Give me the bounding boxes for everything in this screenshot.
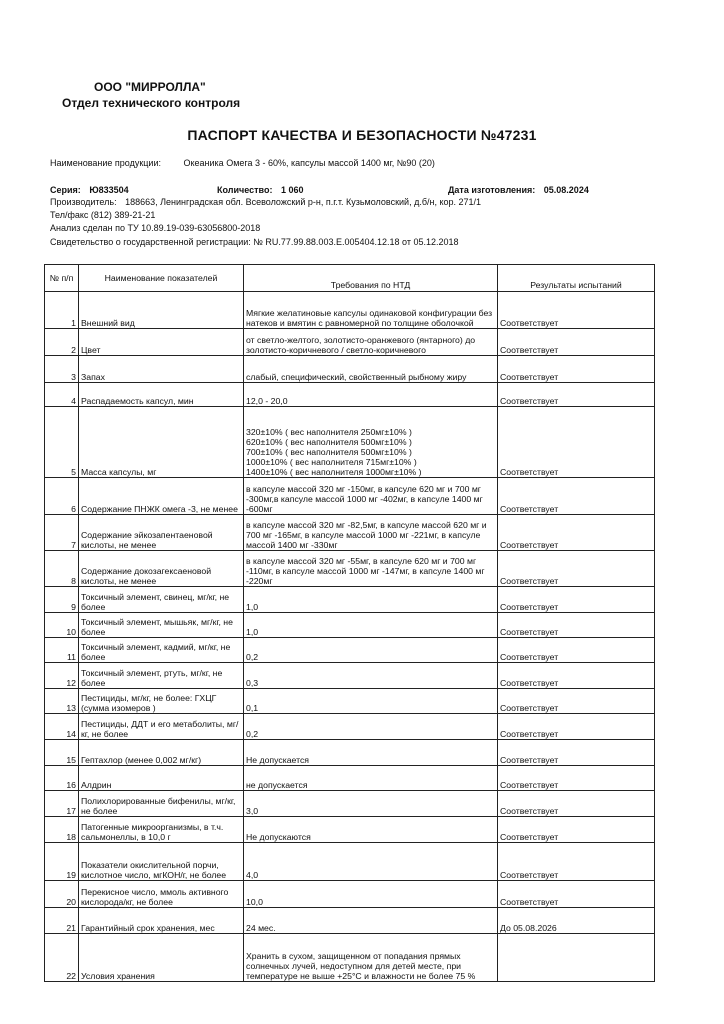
row-indicator: Условия хранения (79, 934, 244, 982)
row-indicator: Пестициды, ДДТ и его метаболиты, мг/кг, не более (79, 714, 244, 740)
table-row (45, 881, 655, 908)
row-number: 5 (45, 407, 79, 478)
table-row (45, 613, 655, 638)
row-indicator: Содержание эйкозапентаеновой кислоты, не менее (79, 515, 244, 551)
series-value: Ю833504 (89, 185, 129, 195)
row-indicator: Пестициды, мг/кг, не более: ГХЦГ (сумма изомеров ) (79, 689, 244, 714)
quantity-label: Количество: (217, 185, 273, 195)
row-result: Соответствует (498, 791, 655, 817)
row-indicator: Гарантийный срок хранения, мес (79, 908, 244, 934)
row-indicator: Масса капсулы, мг (79, 407, 244, 478)
row-indicator: Токсичный элемент, кадмий, мг/кг, не более (79, 638, 244, 663)
header-num: № п/п (45, 265, 79, 292)
row-requirement: 4,0 (244, 843, 498, 881)
row-number: 18 (45, 817, 79, 843)
row-result: Соответствует (498, 356, 655, 383)
table-row (45, 383, 655, 407)
row-number: 3 (45, 356, 79, 383)
row-requirement: от светло-желтого, золотисто-оранжевого (янтарного) до золотисто-коричневого / светло-коричневого (244, 329, 498, 356)
table-row (45, 292, 655, 329)
table-row (45, 689, 655, 714)
quality-table (44, 264, 655, 982)
table-row (45, 329, 655, 356)
product-label: Наименование продукции: (50, 158, 161, 168)
row-requirement: Мягкие желатиновые капсулы одинаковой конфигурации без натеков и вмятин с равномерной по толщине оболочкой (244, 292, 498, 329)
row-result: Соответствует (498, 663, 655, 689)
department-name: Отдел технического контроля (62, 96, 241, 110)
row-requirement: не допускается (244, 766, 498, 791)
quantity-value: 1 060 (280, 185, 304, 195)
header-name: Наименование показателей (79, 265, 244, 292)
row-indicator: Патогенные микроорганизмы, в т.ч. сальмонеллы, в 10,0 г (79, 817, 244, 843)
row-indicator: Цвет (79, 329, 244, 356)
row-requirement: 3,0 (244, 791, 498, 817)
row-requirement: в капсуле массой 320 мг -82,5мг, в капсуле массой 620 мг и 700 мг -165мг, в капсуле массой 1000 мг -221мг, в капсуле массой 1400 мг -330мг (244, 515, 498, 551)
certificate-line: Свидетельство о государственной регистрации: № RU.77.99.88.003.Е.005404.12.18 от 05.12.2018 (50, 237, 459, 247)
row-requirement: 24 мес. (244, 908, 498, 934)
manufacturer-value: 188663, Ленинградская обл. Всеволожский р-н, п.г.т. Кузьмоловский, д.б/н, кор. 271/1 (125, 197, 482, 207)
row-indicator: Токсичный элемент, ртуть, мг/кг, не более (79, 663, 244, 689)
row-result: Соответствует (498, 740, 655, 766)
table-row (45, 515, 655, 551)
table-row (45, 356, 655, 383)
row-result: До 05.08.2026 (498, 908, 655, 934)
row-result: Соответствует (498, 329, 655, 356)
row-result: Соответствует (498, 638, 655, 663)
manufacturer-line (50, 197, 481, 208)
row-requirement: 10,0 (244, 881, 498, 908)
date-value: 05.08.2024 (543, 185, 589, 195)
row-number: 7 (45, 515, 79, 551)
row-result: Соответствует (498, 881, 655, 908)
row-requirement: 1,0 (244, 613, 498, 638)
mass-line: 1000±10% ( вес наполнителя 715мг±10% ) (246, 457, 417, 467)
row-indicator: Токсичный элемент, свинец, мг/кг, не более (79, 587, 244, 613)
mass-line: 320±10% ( вес наполнителя 250мг±10% ) (246, 427, 412, 437)
table-row (45, 791, 655, 817)
analysis-line: Анализ сделан по ТУ 10.89.19-039-63056800-2018 (50, 223, 261, 233)
row-indicator: Запах (79, 356, 244, 383)
row-result: Соответствует (498, 383, 655, 407)
document-title: ПАСПОРТ КАЧЕСТВА И БЕЗОПАСНОСТИ №47231 (187, 127, 537, 143)
series-label: Серия: (50, 185, 81, 195)
row-result: Соответствует (498, 766, 655, 791)
row-number: 9 (45, 587, 79, 613)
table-row (45, 587, 655, 613)
row-number: 13 (45, 689, 79, 714)
date-line (448, 185, 589, 196)
row-requirement: Не допускается (244, 740, 498, 766)
row-number: 2 (45, 329, 79, 356)
row-number: 19 (45, 843, 79, 881)
row-number: 10 (45, 613, 79, 638)
row-result: Соответствует (498, 613, 655, 638)
table-row (45, 766, 655, 791)
mass-line: 620±10% ( вес наполнителя 500мг±10% ) (246, 437, 412, 447)
row-number: 22 (45, 934, 79, 982)
row-result: Соответствует (498, 551, 655, 587)
row-result: Соответствует (498, 478, 655, 515)
row-indicator: Содержание ПНЖК омега -3, не менее (79, 478, 244, 515)
organization-name: ООО "МИРРОЛЛА" (94, 80, 206, 94)
row-indicator: Внешний вид (79, 292, 244, 329)
row-number: 17 (45, 791, 79, 817)
row-requirement: 12,0 - 20,0 (244, 383, 498, 407)
row-number: 11 (45, 638, 79, 663)
row-result: Соответствует (498, 515, 655, 551)
row-result: Соответствует (498, 714, 655, 740)
table-row (45, 740, 655, 766)
table-row (45, 407, 655, 478)
row-number: 15 (45, 740, 79, 766)
row-number: 4 (45, 383, 79, 407)
table-row (45, 934, 655, 982)
table-row (45, 843, 655, 881)
row-requirement: в капсуле массой 320 мг -55мг, в капсуле 620 мг и 700 мг -110мг, в капсуле массой 1000 мг -147мг, в капсуле 1400 мг -220мг (244, 551, 498, 587)
row-result (498, 934, 655, 982)
row-requirement (244, 407, 498, 478)
row-requirement: в капсуле массой 320 мг -150мг, в капсуле 620 мг и 700 мг -300мг,в капсуле массой 1000 мг -402мг, в капсуле 1400 мг -600мг (244, 478, 498, 515)
product-line (50, 158, 435, 169)
row-requirement: 1,0 (244, 587, 498, 613)
row-indicator: Содержание докозагексаеновой кислоты, не менее (79, 551, 244, 587)
table-header-row (45, 265, 655, 292)
mass-line: 1400±10% ( вес наполнителя 1000мг±10% ) (246, 467, 422, 477)
row-result: Соответствует (498, 407, 655, 478)
row-number: 16 (45, 766, 79, 791)
phone-line: Тел/факс (812) 389-21-21 (50, 210, 156, 220)
row-requirement: слабый, специфический, свойственный рыбному жиру (244, 356, 498, 383)
row-indicator: Алдрин (79, 766, 244, 791)
row-requirement: 0,2 (244, 714, 498, 740)
row-result: Соответствует (498, 817, 655, 843)
row-number: 21 (45, 908, 79, 934)
row-number: 1 (45, 292, 79, 329)
table-row (45, 817, 655, 843)
row-indicator: Перекисное число, ммоль активного кислорода/кг, не более (79, 881, 244, 908)
row-requirement: 0,3 (244, 663, 498, 689)
row-requirement: 0,1 (244, 689, 498, 714)
row-number: 6 (45, 478, 79, 515)
row-requirement: Не допускаются (244, 817, 498, 843)
series-label-line (50, 185, 129, 196)
quantity-line (217, 185, 304, 196)
row-result: Соответствует (498, 843, 655, 881)
row-indicator: Распадаемость капсул, мин (79, 383, 244, 407)
row-result: Соответствует (498, 587, 655, 613)
row-requirement: 0,2 (244, 638, 498, 663)
row-indicator: Гептахлор (менее 0,002 мг/кг) (79, 740, 244, 766)
header-requirements: Требования по НТД (244, 265, 498, 292)
row-indicator: Показатели окислительной порчи, кислотное число, мгКОН/г, не более (79, 843, 244, 881)
product-value: Океаника Омега 3 - 60%, капсулы массой 1400 мг, №90 (20) (183, 158, 435, 168)
row-number: 8 (45, 551, 79, 587)
row-result: Соответствует (498, 292, 655, 329)
row-requirement: Хранить в сухом, защищенном от попадания прямых солнечных лучей, недоступном для детей месте, при температуре не выше +25°С и влажности не более 75 % (244, 934, 498, 982)
date-label: Дата изготовления: (448, 185, 536, 195)
mass-line: 700±10% ( вес наполнителя 500мг±10% ) (246, 447, 412, 457)
table-row (45, 663, 655, 689)
manufacturer-label: Производитель: (50, 197, 117, 207)
table-row (45, 908, 655, 934)
table-row (45, 551, 655, 587)
row-number: 12 (45, 663, 79, 689)
row-result: Соответствует (498, 689, 655, 714)
row-indicator: Полихлорированные бифенилы, мг/кг, не более (79, 791, 244, 817)
table-row (45, 478, 655, 515)
row-number: 14 (45, 714, 79, 740)
row-number: 20 (45, 881, 79, 908)
row-indicator: Токсичный элемент, мышьяк, мг/кг, не более (79, 613, 244, 638)
header-results: Результаты испытаний (498, 265, 655, 292)
table-row (45, 638, 655, 663)
table-row (45, 714, 655, 740)
